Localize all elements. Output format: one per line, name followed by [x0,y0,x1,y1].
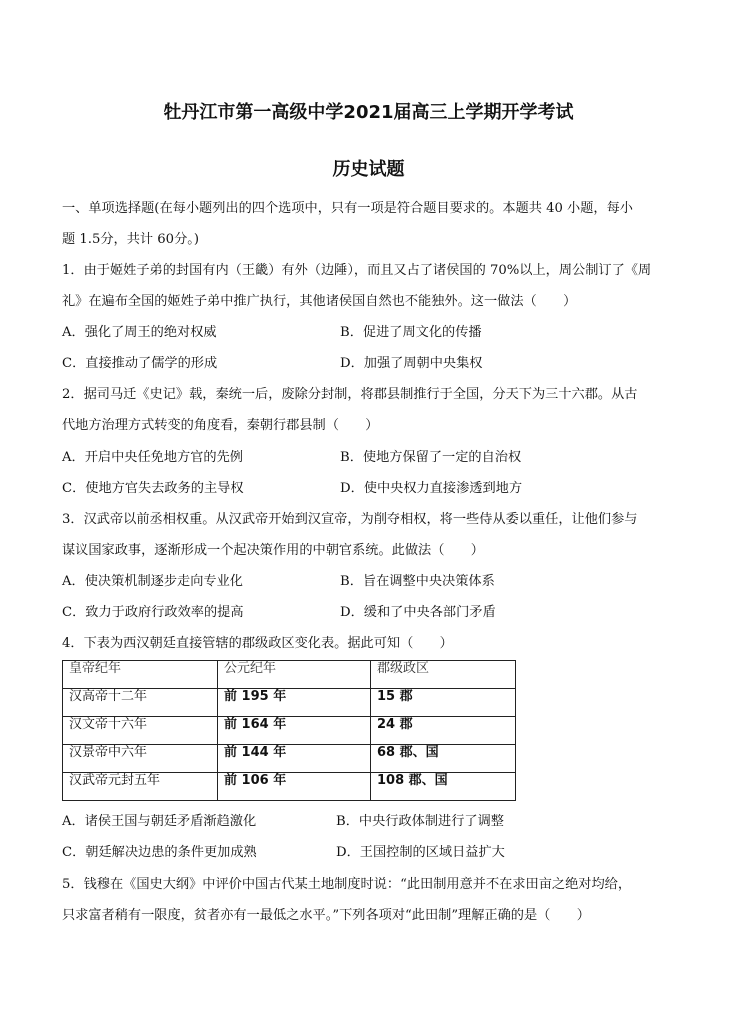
table-cell: 前 144 年 [218,745,371,773]
q2-stem-line-1: 2．据司马迁《史记》载，秦统一后，废除分封制，将郡县制推行于全国，分天下为三十六郡。从古 [62,387,638,402]
q3-option-b: B．旨在调整中央决策体系 [340,574,495,589]
exam-title: 牡丹江市第一高级中学2021届高三上学期开学考试 [163,102,574,123]
commandery-change-table [62,660,516,801]
q1-option-d: D．加强了周朝中央集权 [340,356,483,371]
q3-option-a: A．使决策机制逐步走向专业化 [62,574,243,589]
q1-option-c: C．直接推动了儒学的形成 [62,356,218,371]
q1-option-b: B．促进了周文化的传播 [340,325,482,340]
table-cell: 68 郡、国 [371,745,516,773]
q3-option-d: D．缓和了中央各部门矛盾 [340,605,496,620]
table-row [63,745,516,773]
table-cell: 前 195 年 [218,689,371,717]
q1-option-a: A．强化了周王的绝对权威 [62,325,217,340]
exam-subtitle: 历史试题 [332,159,405,180]
table-row [63,773,516,801]
table-header-cell: 公元纪年 [218,661,371,689]
q2-option-b: B．使地方保留了一定的自治权 [340,450,522,465]
table-cell: 汉武帝元封五年 [63,773,218,801]
q4-option-c: C．朝廷解决边患的条件更加成熟 [62,845,257,860]
table-cell: 汉文帝十六年 [63,717,218,745]
table-cell: 汉景帝中六年 [63,745,218,773]
q1-stem-line-2: 礼》在遍布全国的姬姓子弟中推广执行，其他诸侯国自然也不能独外。这一做法（ ） [62,294,577,309]
table-cell: 前 164 年 [218,717,371,745]
q2-option-d: D．使中央权力直接渗透到地方 [340,481,523,496]
q3-option-c: C．致力于政府行政效率的提高 [62,605,244,620]
q4-option-d: D．王国控制的区域日益扩大 [336,845,505,860]
section-instructions-line-1: 一、单项选择题(在每小题列出的四个选项中，只有一项是符合题目要求的。本题共 40 小题，每小 [62,201,633,216]
table-header-cell: 皇帝纪年 [63,661,218,689]
q3-stem-line-2: 谋议国家政事，逐渐形成一个起决策作用的中朝官系统。此做法（ ） [62,543,484,558]
table-cell: 108 郡、国 [371,773,516,801]
section-instructions-line-2: 题 1.5分，共计 60分。) [62,232,199,247]
q2-option-c: C．使地方官失去政务的主导权 [62,481,244,496]
q5-stem-line-1: 5．钱穆在《国史大纲》中评价中国古代某土地制度时说：“此田制用意并不在求田亩之绝对均给， [62,877,632,892]
table-header-cell: 郡级政区 [371,661,516,689]
q1-stem-line-1: 1．由于姬姓子弟的封国有内（王畿）有外（边陲），而且又占了诸侯国的 70%以上，周公制订了《周 [62,263,652,278]
table-cell: 15 郡 [371,689,516,717]
table-header-row [63,661,516,689]
q4-stem: 4．下表为西汉朝廷直接管辖的郡级政区变化表。据此可知（ ） [62,636,453,651]
table-cell: 汉高帝十二年 [63,689,218,717]
table-cell: 24 郡 [371,717,516,745]
q5-stem-line-2: 只求富者稍有一限度，贫者亦有一最低之水平。”下列各项对“此田制”理解正确的是（ ） [62,908,590,923]
q2-stem-line-2: 代地方治理方式转变的角度看，秦朝行郡县制（ ） [62,418,379,433]
q2-option-a: A．开启中央任免地方官的先例 [62,450,243,465]
table-cell: 前 106 年 [218,773,371,801]
q3-stem-line-1: 3．汉武帝以前丞相权重。从汉武帝开始到汉宣帝，为削夺相权，将一些侍从委以重任，让他们参与 [62,512,638,527]
table-row [63,689,516,717]
table-row [63,717,516,745]
q4-option-b: B．中央行政体制进行了调整 [336,814,504,829]
q4-option-a: A．诸侯王国与朝廷矛盾渐趋激化 [62,814,257,829]
